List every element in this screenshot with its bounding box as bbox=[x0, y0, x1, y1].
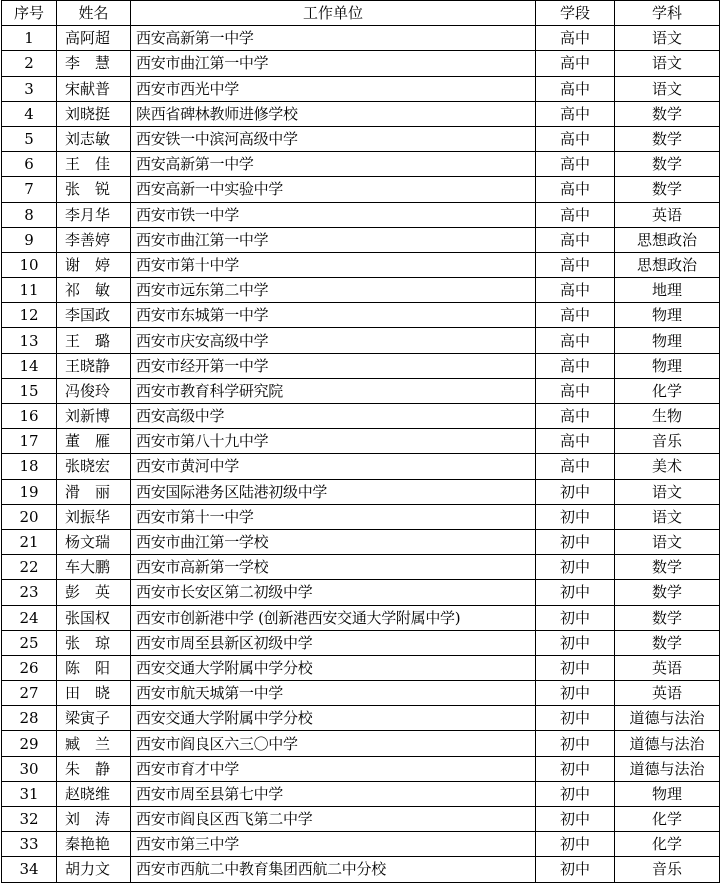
table-row bbox=[2, 353, 720, 378]
workplace-cell: 西安市周至县第七中学 bbox=[131, 781, 536, 806]
table-row bbox=[2, 76, 720, 101]
teacher-name-cell: 刘志敏 bbox=[57, 126, 131, 151]
subject-cell: 语文 bbox=[615, 51, 720, 76]
workplace-cell: 西安市育才中学 bbox=[131, 756, 536, 781]
subject-cell: 数学 bbox=[615, 605, 720, 630]
teacher-name-cell: 滑 丽 bbox=[57, 479, 131, 504]
teacher-name-cell: 梁寅子 bbox=[57, 706, 131, 731]
school-stage-cell: 高中 bbox=[536, 126, 615, 151]
row-index-cell: 30 bbox=[2, 756, 57, 781]
school-stage-cell: 高中 bbox=[536, 278, 615, 303]
table-row bbox=[2, 252, 720, 277]
teacher-name-cell: 秦艳艳 bbox=[57, 832, 131, 857]
row-index-cell: 12 bbox=[2, 303, 57, 328]
workplace-cell: 西安市东城第一中学 bbox=[131, 303, 536, 328]
school-stage-cell: 初中 bbox=[536, 756, 615, 781]
subject-cell: 英语 bbox=[615, 202, 720, 227]
table-row bbox=[2, 404, 720, 429]
row-index-cell: 3 bbox=[2, 76, 57, 101]
row-index-cell: 20 bbox=[2, 504, 57, 529]
workplace-cell: 西安市阎良区西飞第二中学 bbox=[131, 807, 536, 832]
row-index-cell: 4 bbox=[2, 101, 57, 126]
teacher-name-cell: 刘 涛 bbox=[57, 807, 131, 832]
school-stage-cell: 初中 bbox=[536, 781, 615, 806]
workplace-cell: 西安市远东第二中学 bbox=[131, 278, 536, 303]
school-stage-cell: 初中 bbox=[536, 731, 615, 756]
row-index-cell: 25 bbox=[2, 630, 57, 655]
school-stage-cell: 初中 bbox=[536, 857, 615, 882]
row-index-cell: 19 bbox=[2, 479, 57, 504]
subject-cell: 思想政治 bbox=[615, 227, 720, 252]
table-row bbox=[2, 605, 720, 630]
school-stage-cell: 初中 bbox=[536, 529, 615, 554]
table-row bbox=[2, 454, 720, 479]
workplace-cell: 西安高新一中实验中学 bbox=[131, 177, 536, 202]
table-row bbox=[2, 303, 720, 328]
teacher-name-cell: 宋献普 bbox=[57, 76, 131, 101]
school-stage-cell: 高中 bbox=[536, 26, 615, 51]
row-index-cell: 17 bbox=[2, 429, 57, 454]
subject-cell: 化学 bbox=[615, 378, 720, 403]
table-row bbox=[2, 555, 720, 580]
table-row bbox=[2, 152, 720, 177]
workplace-cell: 西安市曲江第一中学 bbox=[131, 51, 536, 76]
row-index-cell: 5 bbox=[2, 126, 57, 151]
school-stage-cell: 初中 bbox=[536, 504, 615, 529]
subject-cell: 语文 bbox=[615, 504, 720, 529]
row-index-cell: 31 bbox=[2, 781, 57, 806]
subject-cell: 音乐 bbox=[615, 857, 720, 882]
subject-cell: 物理 bbox=[615, 353, 720, 378]
table-row bbox=[2, 832, 720, 857]
subject-cell: 数学 bbox=[615, 126, 720, 151]
teacher-name-cell: 李国政 bbox=[57, 303, 131, 328]
teacher-name-cell: 张国权 bbox=[57, 605, 131, 630]
header-subject: 学科 bbox=[615, 1, 720, 26]
table-row bbox=[2, 26, 720, 51]
school-stage-cell: 初中 bbox=[536, 555, 615, 580]
table-row bbox=[2, 706, 720, 731]
subject-cell: 美术 bbox=[615, 454, 720, 479]
school-stage-cell: 高中 bbox=[536, 429, 615, 454]
school-stage-cell: 高中 bbox=[536, 51, 615, 76]
row-index-cell: 6 bbox=[2, 152, 57, 177]
school-stage-cell: 初中 bbox=[536, 580, 615, 605]
workplace-cell: 西安市教育科学研究院 bbox=[131, 378, 536, 403]
row-index-cell: 9 bbox=[2, 227, 57, 252]
row-index-cell: 8 bbox=[2, 202, 57, 227]
teacher-name-cell: 冯俊玲 bbox=[57, 378, 131, 403]
workplace-cell: 西安市第十一中学 bbox=[131, 504, 536, 529]
row-index-cell: 27 bbox=[2, 681, 57, 706]
table-row bbox=[2, 681, 720, 706]
row-index-cell: 28 bbox=[2, 706, 57, 731]
school-stage-cell: 高中 bbox=[536, 202, 615, 227]
row-index-cell: 29 bbox=[2, 731, 57, 756]
row-index-cell: 18 bbox=[2, 454, 57, 479]
workplace-cell: 西安交通大学附属中学分校 bbox=[131, 655, 536, 680]
school-stage-cell: 初中 bbox=[536, 832, 615, 857]
table-row bbox=[2, 378, 720, 403]
teacher-name-cell: 刘新博 bbox=[57, 404, 131, 429]
workplace-cell: 西安市经开第一中学 bbox=[131, 353, 536, 378]
subject-cell: 数学 bbox=[615, 101, 720, 126]
table-row bbox=[2, 177, 720, 202]
row-index-cell: 16 bbox=[2, 404, 57, 429]
table-row bbox=[2, 227, 720, 252]
row-index-cell: 33 bbox=[2, 832, 57, 857]
workplace-cell: 西安市西光中学 bbox=[131, 76, 536, 101]
table-row bbox=[2, 504, 720, 529]
teacher-name-cell: 胡力文 bbox=[57, 857, 131, 882]
teacher-name-cell: 董 雁 bbox=[57, 429, 131, 454]
teacher-name-cell: 李善婷 bbox=[57, 227, 131, 252]
row-index-cell: 26 bbox=[2, 655, 57, 680]
subject-cell: 数学 bbox=[615, 177, 720, 202]
row-index-cell: 21 bbox=[2, 529, 57, 554]
workplace-cell: 西安市西航二中教育集团西航二中分校 bbox=[131, 857, 536, 882]
table-row bbox=[2, 529, 720, 554]
teacher-name-cell: 车大鹏 bbox=[57, 555, 131, 580]
school-stage-cell: 初中 bbox=[536, 630, 615, 655]
subject-cell: 思想政治 bbox=[615, 252, 720, 277]
table-row bbox=[2, 101, 720, 126]
row-index-cell: 13 bbox=[2, 328, 57, 353]
subject-cell: 语文 bbox=[615, 76, 720, 101]
row-index-cell: 22 bbox=[2, 555, 57, 580]
subject-cell: 音乐 bbox=[615, 429, 720, 454]
school-stage-cell: 初中 bbox=[536, 479, 615, 504]
teacher-name-cell: 王 璐 bbox=[57, 328, 131, 353]
school-stage-cell: 高中 bbox=[536, 252, 615, 277]
school-stage-cell: 高中 bbox=[536, 353, 615, 378]
table-row bbox=[2, 756, 720, 781]
teacher-name-cell: 田 晓 bbox=[57, 681, 131, 706]
table-body bbox=[2, 26, 720, 882]
row-index-cell: 34 bbox=[2, 857, 57, 882]
table-row bbox=[2, 202, 720, 227]
workplace-cell: 西安市铁一中学 bbox=[131, 202, 536, 227]
workplace-cell: 陕西省碑林教师进修学校 bbox=[131, 101, 536, 126]
header-index: 序号 bbox=[2, 1, 57, 26]
teacher-name-cell: 刘晓挺 bbox=[57, 101, 131, 126]
teacher-name-cell: 李 慧 bbox=[57, 51, 131, 76]
subject-cell: 道德与法治 bbox=[615, 756, 720, 781]
row-index-cell: 15 bbox=[2, 378, 57, 403]
workplace-cell: 西安市第三中学 bbox=[131, 832, 536, 857]
school-stage-cell: 高中 bbox=[536, 152, 615, 177]
teacher-name-cell: 臧 兰 bbox=[57, 731, 131, 756]
workplace-cell: 西安市黄河中学 bbox=[131, 454, 536, 479]
teacher-list-table bbox=[1, 0, 720, 883]
teacher-name-cell: 张 琼 bbox=[57, 630, 131, 655]
teacher-name-cell: 刘振华 bbox=[57, 504, 131, 529]
workplace-cell: 西安市航天城第一中学 bbox=[131, 681, 536, 706]
table-row bbox=[2, 278, 720, 303]
row-index-cell: 10 bbox=[2, 252, 57, 277]
teacher-name-cell: 朱 静 bbox=[57, 756, 131, 781]
table-row bbox=[2, 328, 720, 353]
subject-cell: 物理 bbox=[615, 781, 720, 806]
school-stage-cell: 初中 bbox=[536, 807, 615, 832]
table-row bbox=[2, 479, 720, 504]
school-stage-cell: 初中 bbox=[536, 655, 615, 680]
header-workplace: 工作单位 bbox=[131, 1, 536, 26]
header-row bbox=[2, 1, 720, 26]
row-index-cell: 14 bbox=[2, 353, 57, 378]
school-stage-cell: 高中 bbox=[536, 378, 615, 403]
workplace-cell: 西安市第十中学 bbox=[131, 252, 536, 277]
teacher-name-cell: 谢 婷 bbox=[57, 252, 131, 277]
subject-cell: 物理 bbox=[615, 303, 720, 328]
workplace-cell: 西安市曲江第一学校 bbox=[131, 529, 536, 554]
teacher-name-cell: 祁 敏 bbox=[57, 278, 131, 303]
school-stage-cell: 初中 bbox=[536, 605, 615, 630]
header-stage: 学段 bbox=[536, 1, 615, 26]
teacher-name-cell: 王晓静 bbox=[57, 353, 131, 378]
subject-cell: 英语 bbox=[615, 655, 720, 680]
table-row bbox=[2, 655, 720, 680]
subject-cell: 语文 bbox=[615, 26, 720, 51]
subject-cell: 数学 bbox=[615, 152, 720, 177]
table-row bbox=[2, 630, 720, 655]
row-index-cell: 7 bbox=[2, 177, 57, 202]
subject-cell: 语文 bbox=[615, 529, 720, 554]
school-stage-cell: 高中 bbox=[536, 404, 615, 429]
workplace-cell: 西安交通大学附属中学分校 bbox=[131, 706, 536, 731]
subject-cell: 地理 bbox=[615, 278, 720, 303]
subject-cell: 道德与法治 bbox=[615, 706, 720, 731]
school-stage-cell: 高中 bbox=[536, 101, 615, 126]
workplace-cell: 西安高新第一中学 bbox=[131, 152, 536, 177]
workplace-cell: 西安市周至县新区初级中学 bbox=[131, 630, 536, 655]
school-stage-cell: 高中 bbox=[536, 454, 615, 479]
row-index-cell: 32 bbox=[2, 807, 57, 832]
workplace-cell: 西安市第八十九中学 bbox=[131, 429, 536, 454]
school-stage-cell: 初中 bbox=[536, 681, 615, 706]
subject-cell: 数学 bbox=[615, 580, 720, 605]
school-stage-cell: 高中 bbox=[536, 227, 615, 252]
teacher-name-cell: 杨文瑞 bbox=[57, 529, 131, 554]
table-row bbox=[2, 731, 720, 756]
subject-cell: 道德与法治 bbox=[615, 731, 720, 756]
row-index-cell: 24 bbox=[2, 605, 57, 630]
subject-cell: 物理 bbox=[615, 328, 720, 353]
table-row bbox=[2, 857, 720, 882]
subject-cell: 数学 bbox=[615, 555, 720, 580]
teacher-name-cell: 陈 阳 bbox=[57, 655, 131, 680]
workplace-cell: 西安市高新第一学校 bbox=[131, 555, 536, 580]
workplace-cell: 西安市长安区第二初级中学 bbox=[131, 580, 536, 605]
table-row bbox=[2, 781, 720, 806]
row-index-cell: 11 bbox=[2, 278, 57, 303]
school-stage-cell: 初中 bbox=[536, 706, 615, 731]
teacher-name-cell: 李月华 bbox=[57, 202, 131, 227]
table-row bbox=[2, 51, 720, 76]
workplace-cell: 西安铁一中滨河高级中学 bbox=[131, 126, 536, 151]
subject-cell: 生物 bbox=[615, 404, 720, 429]
table-row bbox=[2, 126, 720, 151]
row-index-cell: 23 bbox=[2, 580, 57, 605]
subject-cell: 语文 bbox=[615, 479, 720, 504]
workplace-cell: 西安市庆安高级中学 bbox=[131, 328, 536, 353]
table-row bbox=[2, 580, 720, 605]
teacher-name-cell: 张 锐 bbox=[57, 177, 131, 202]
workplace-cell: 西安市曲江第一中学 bbox=[131, 227, 536, 252]
subject-cell: 数学 bbox=[615, 630, 720, 655]
school-stage-cell: 高中 bbox=[536, 303, 615, 328]
table-row bbox=[2, 429, 720, 454]
teacher-name-cell: 王 佳 bbox=[57, 152, 131, 177]
subject-cell: 英语 bbox=[615, 681, 720, 706]
teacher-name-cell: 高阿超 bbox=[57, 26, 131, 51]
workplace-cell: 西安高级中学 bbox=[131, 404, 536, 429]
workplace-cell: 西安市创新港中学 (创新港西安交通大学附属中学) bbox=[131, 605, 536, 630]
teacher-name-cell: 张晓宏 bbox=[57, 454, 131, 479]
school-stage-cell: 高中 bbox=[536, 76, 615, 101]
table-row bbox=[2, 807, 720, 832]
subject-cell: 化学 bbox=[615, 832, 720, 857]
school-stage-cell: 高中 bbox=[536, 177, 615, 202]
subject-cell: 化学 bbox=[615, 807, 720, 832]
teacher-name-cell: 赵晓维 bbox=[57, 781, 131, 806]
workplace-cell: 西安高新第一中学 bbox=[131, 26, 536, 51]
header-name: 姓名 bbox=[57, 1, 131, 26]
school-stage-cell: 高中 bbox=[536, 328, 615, 353]
workplace-cell: 西安市阎良区六三〇中学 bbox=[131, 731, 536, 756]
workplace-cell: 西安国际港务区陆港初级中学 bbox=[131, 479, 536, 504]
teacher-name-cell: 彭 英 bbox=[57, 580, 131, 605]
row-index-cell: 2 bbox=[2, 51, 57, 76]
row-index-cell: 1 bbox=[2, 26, 57, 51]
